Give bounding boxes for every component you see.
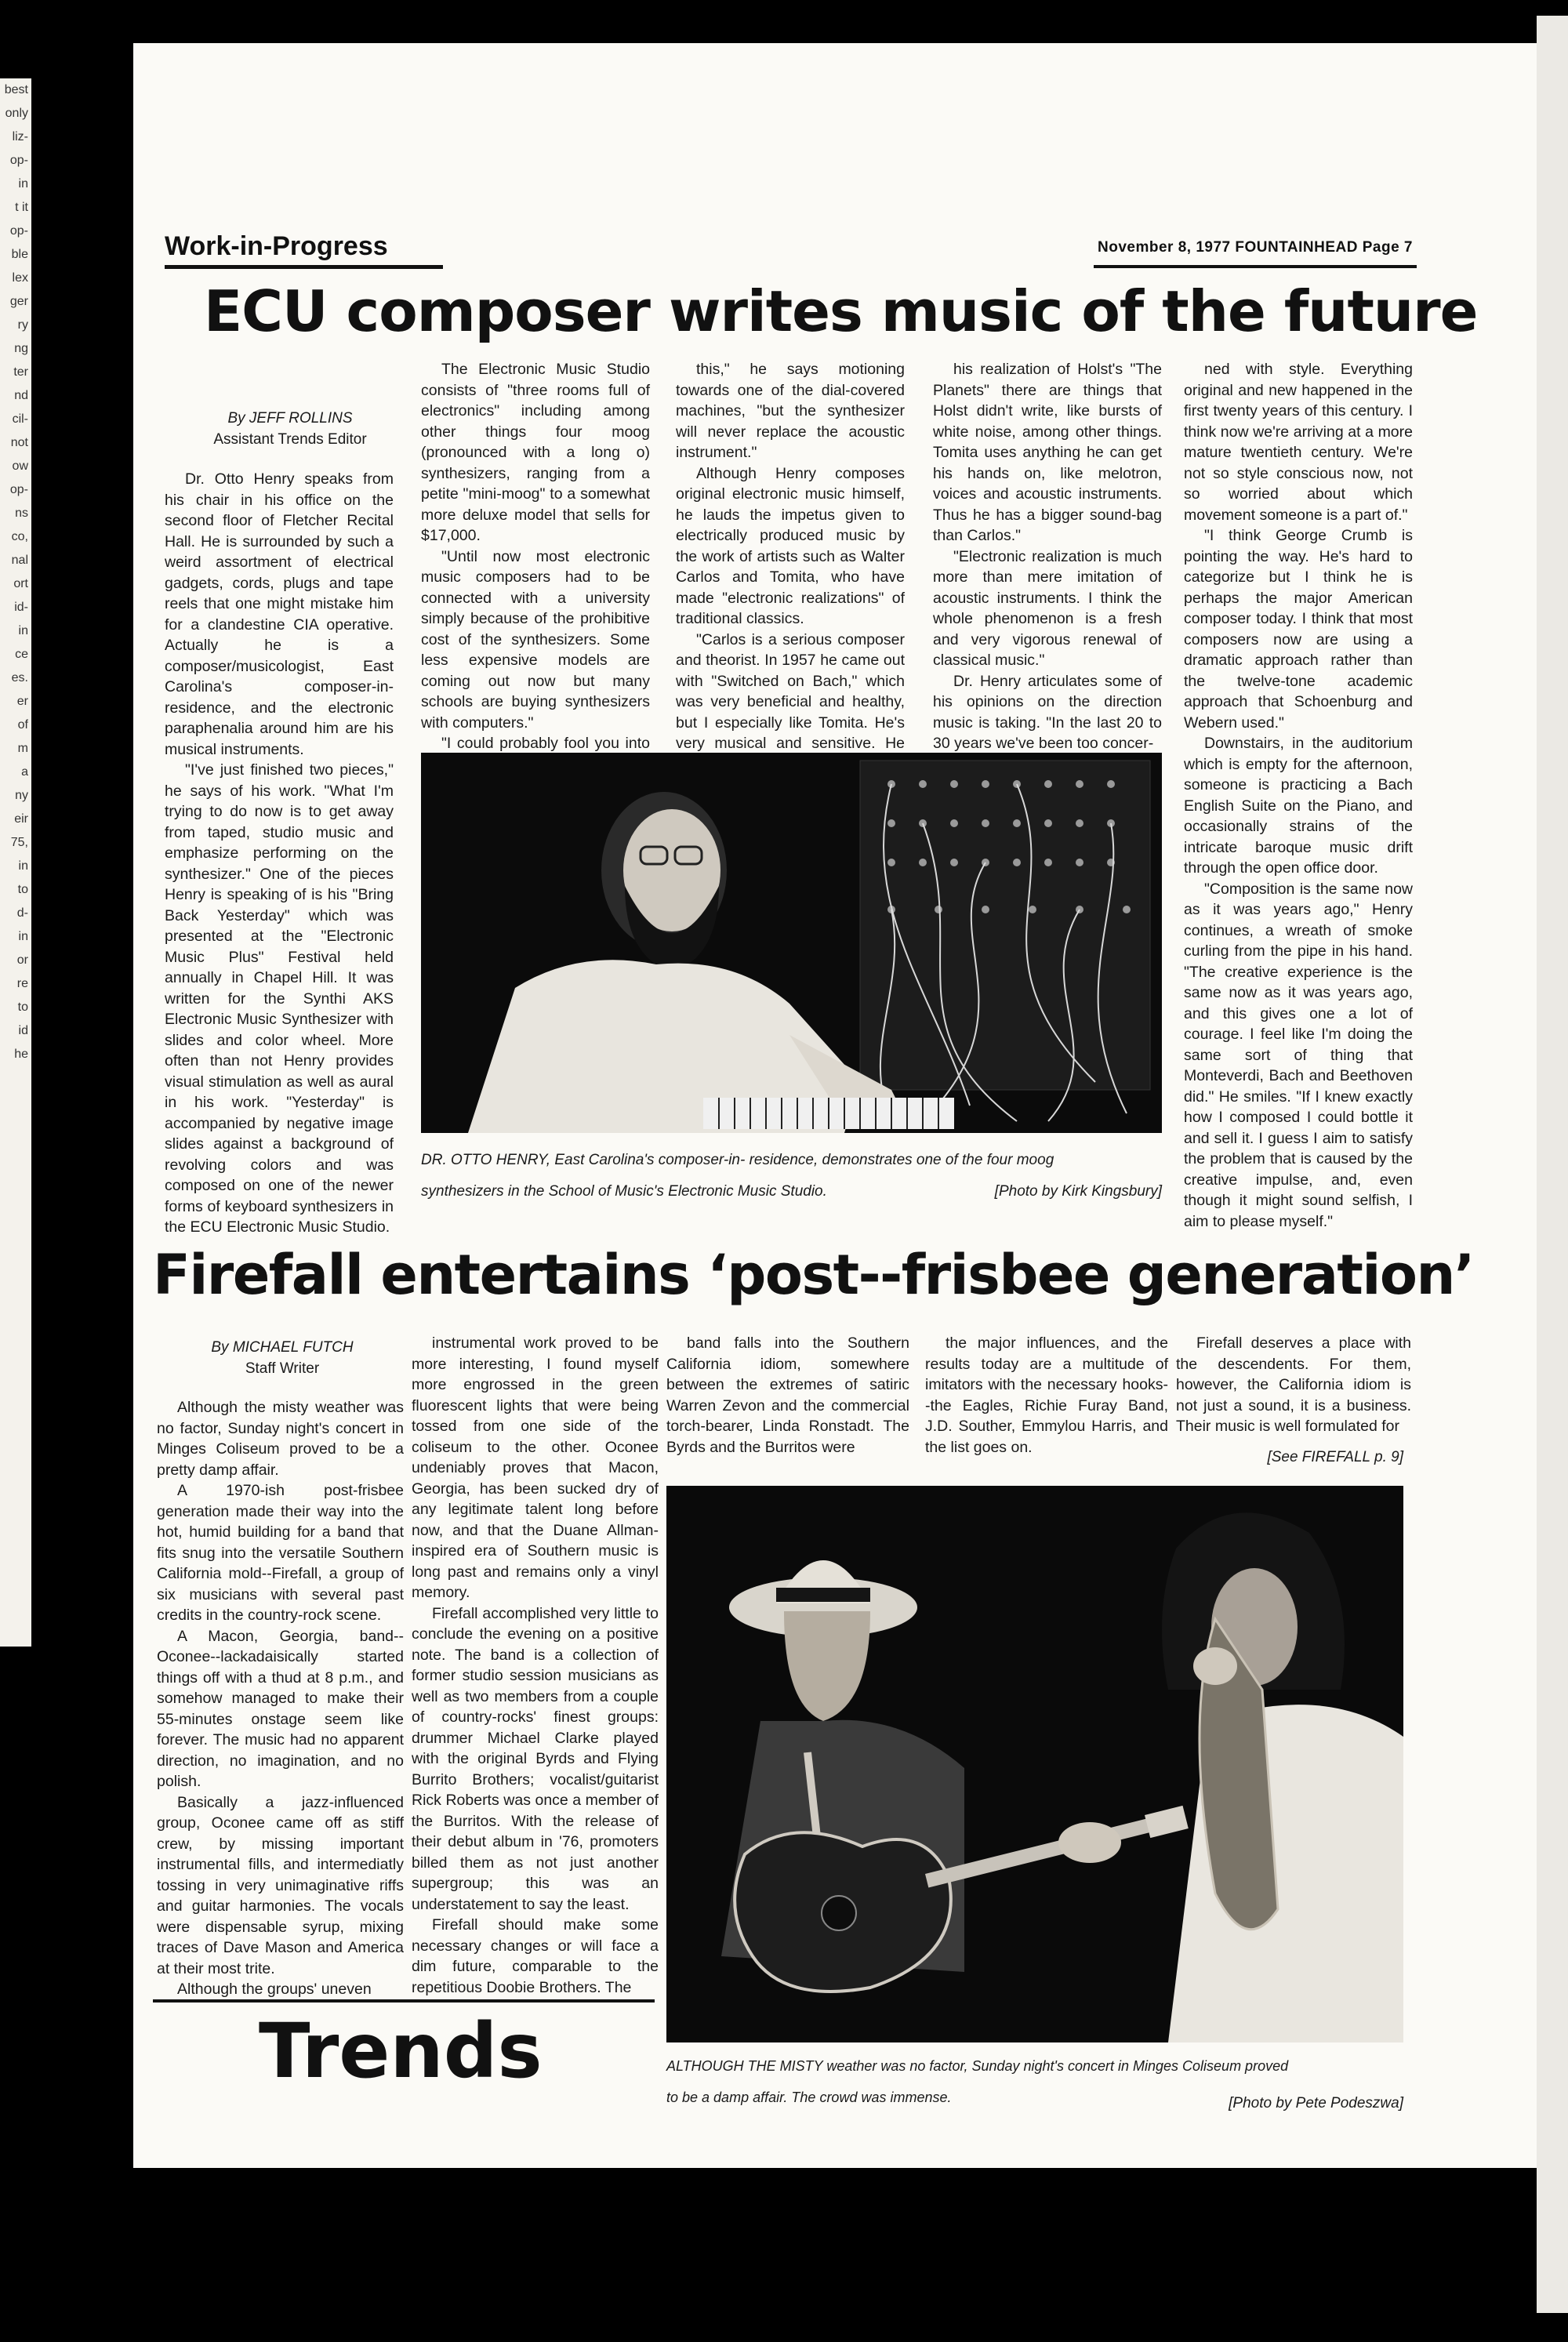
edge-fragment: ort <box>13 577 28 590</box>
story2-column-1 <box>157 1397 404 2021</box>
dateline-rule <box>1094 265 1417 268</box>
photo-firefall-concert <box>666 1486 1403 2042</box>
byline-title: Staff Writer <box>245 1360 320 1377</box>
paragraph: instrumental work proved to be more interesting, I found myself more engrossed in the green fluorescent lights that were being tossed from one side of the coliseum to the other. Oconee undeniably proves that Macon, Georgia, has been sucked dry of any legitimate talent long before now, and that the Duane Allman-inspired era of Southern music is long past and remains only a vinyl memory. <box>412 1334 659 1601</box>
byline-name: By JEFF ROLLINS <box>227 410 353 427</box>
paragraph: "I think George Crumb is pointing the way. He's hard to categorize but I think he is perhaps the major American composer today. I think that most composers now are using a dramatic approach rather than the twelve-tone academic approach that Schoenburg and Webern used." <box>1184 527 1413 732</box>
paragraph: A 1970-ish post-frisbee generation made their way into the hot, humid building for a band that fits snug into the versatile Southern California mold--Firefall, a group of six musicians with several past credits in the country-rock scene. <box>157 1482 404 1624</box>
paragraph: Although the misty weather was no factor, Sunday night's concert in Minges Coliseum proved to be a pretty damp affair. <box>157 1399 404 1479</box>
byline-title: Assistant Trends Editor <box>213 431 367 448</box>
paragraph: Although Henry composes original electronic music himself, he lauds the impetus given to electrically produced music by the work of artists such as Walter Carlos and Tomita, who have made "electronic realizations" of traditional classics. <box>676 464 905 627</box>
edge-fragment: op- <box>9 483 28 496</box>
story1-column-1 <box>165 469 394 1236</box>
edge-fragment: only <box>5 107 28 120</box>
story1-column-3 <box>676 359 905 752</box>
edge-fragment: ny <box>15 789 28 802</box>
edge-fragment: m <box>17 742 28 755</box>
paragraph: ned with style. Everything original and new happened in the first twenty years of this century. I think now we're arriving at a more mature twentieth century. We're not so style conscious now, not so worried about which movement someone is a part of." <box>1184 361 1413 524</box>
dateline: November 8, 1977 FOUNTAINHEAD Page 7 <box>1098 239 1413 256</box>
adjacent-page-edge <box>0 78 31 1647</box>
edge-fragment: ng <box>14 342 28 355</box>
paragraph: Basically a jazz-influenced group, Oconee came off as stiff crew, by missing important instrumental fills, and intermediatly tossing in very unimaginative riffs and guitar harmonies. The vocals were dispensable syrup, mixing traces of Dave Mason and America at their most trite. <box>157 1793 404 1977</box>
edge-fragment: cil- <box>12 412 28 426</box>
edge-fragment: co, <box>11 530 28 543</box>
section-footer-trends: Trends <box>259 2007 543 2095</box>
photo-illustration <box>666 1486 1403 2042</box>
section-label: Work-in-Progress <box>165 231 388 261</box>
edge-fragment: d- <box>16 906 28 920</box>
story2-column-3 <box>666 1333 909 1458</box>
paragraph: The Electronic Music Studio consists of "three rooms full of electronics" including among other things four moog (pronounced with a long o) synthesizers, ranging from a petite "mini-moog" to a somewhat more deluxe model that sells for $17,000. <box>421 361 650 544</box>
edge-fragment: to <box>17 883 28 896</box>
trends-rule <box>153 1999 655 2003</box>
edge-fragment: id- <box>14 601 28 614</box>
paragraph: Downstairs, in the auditorium which is empty for the afternoon, someone is practicing a Bach English Suite on the Piano, and occasionally strains of the intricate baroque music drift through the open office door. <box>1184 735 1413 877</box>
edge-fragment: es. <box>11 671 28 684</box>
caption-line-1: ALTHOUGH THE MISTY weather was no factor, Sunday night's concert in Minges Coliseum proved <box>666 2058 1289 2074</box>
edge-fragment: in <box>18 624 28 637</box>
paragraph: Firefall accomplished very little to conclude the evening on a positive note. The band is a collection of former studio session musicians as well as two members from a couple of country-rocks' finest groups: drummer Michael Clarke played with the original Byrds and Flying Burrito Brothers; vocalist/guitarist Rick Roberts was once a member of the Burritos. With the release of their debut album in '76, promoters billed them as not just another supergroup; this was an understatement to say the least. <box>412 1604 659 1913</box>
edge-fragment: he <box>14 1048 28 1061</box>
paragraph: this," he says motioning towards one of the dial-covered machines, "but the synthesizer will never replace the acoustic instrument." <box>676 361 905 461</box>
photo2-credit: [Photo by Pete Podeszwa] <box>1229 2095 1403 2111</box>
edge-fragment: ter <box>13 365 28 379</box>
paragraph: Firefall should make some necessary changes or will face a dim future, comparable to the repetitious Doobie Brothers. The <box>412 1916 659 1996</box>
edge-fragment: ow <box>12 459 28 473</box>
edge-fragment: id <box>18 1024 28 1037</box>
edge-fragment: not <box>10 436 28 449</box>
paragraph: "I've just finished two pieces," he says of his work. "What I'm trying to do now is to get away from taped, studio music and emphasize performing on the synthesizer." One of the pieces Henry is speaking of is his "Bring Back Yesterday" which was presented at the "Electronic Music Plus" Festival held annually in Chapel Hill. It was written for the Synthi AKS Electronic Music Synthesizer with slides and color wheel. More often than not Henry provides visual stimulation as well as aural in his work. "Yesterday" is accompanied by negative image slides against a background of revolving colors and was composed on one of the newer forms of keyboard synthesizers in the ECU Electronic Music Studio. <box>165 761 394 1236</box>
edge-fragment: ble <box>11 248 28 261</box>
paragraph: Although the groups' uneven <box>177 1981 372 1998</box>
edge-fragment: t it <box>15 201 28 214</box>
story1-headline: ECU composer writes music of the future <box>204 278 1478 344</box>
caption-line-2: to be a damp affair. The crowd was immense. <box>666 2090 952 2105</box>
story1-column-2 <box>421 359 650 752</box>
edge-fragment: liz- <box>12 130 28 143</box>
paragraph: Dr. Otto Henry speaks from his chair in his office on the second floor of Fletcher Recital Hall. He is surrounded by such a weird assortment of electrical gadgets, cords, plugs and tape reels that one might mistake him for a clandestine CIA operative. Actually he is a composer/musicologist, East Carolina's composer-in-residence, and the electronic paraphenalia around him are his musical instruments. <box>165 470 394 758</box>
photo-otto-henry-synthesizer <box>421 753 1162 1133</box>
paragraph: Dr. Henry articulates some of his opinions on the direction music is taking. "In the last 20 to 30 years we've been too concer- <box>933 672 1162 752</box>
edge-fragment: a <box>21 765 28 779</box>
paragraph: "Composition is the same now as it was years ago," Henry continues, a wreath of smoke curling from the pipe in his hand. "The creative experience is the same now as it was years ago, and this gives one a lot of courage. I feel like I'm doing the same sort of thing that Monteverdi, Bach and Beethoven did." He smiles. "If I knew exactly how I composed I could bottle it and sell it. I guess I aim to satisfy the problem that is caused by the creative impulse, and, even though it might sound selfish, I aim to please myself." <box>1184 880 1413 1230</box>
story2-column-4 <box>925 1333 1168 1458</box>
photo1-credit: [Photo by Kirk Kingsbury] <box>994 1183 1162 1200</box>
photo-illustration <box>421 753 1162 1133</box>
edge-fragment: nd <box>14 389 28 402</box>
edge-fragment: ger <box>9 295 28 308</box>
story2-column-5 <box>1176 1333 1411 1443</box>
edge-fragment: op- <box>9 224 28 238</box>
paragraph: "I could probably fool you into <box>441 735 650 752</box>
edge-fragment: in <box>18 930 28 943</box>
story1-column-4 <box>933 359 1162 752</box>
paragraph: the major influences, and the results today are a multitude of imitators with the necessary hooks--the Eagles, Richie Furay Band, J.D. Souther, Emmylou Harris, and the list goes on. <box>925 1334 1168 1456</box>
story2-byline <box>157 1337 408 1379</box>
edge-fragment: op- <box>9 154 28 167</box>
story1-byline <box>165 408 416 450</box>
right-page-strip <box>1537 16 1568 2313</box>
paragraph: "Until now most electronic music composers had to be connected with a university simply because of the prohibitive cost of the synthesizers. Some less expensive models are coming out now but many schools are buying synthesizers with computers." <box>421 547 650 732</box>
edge-fragment: ce <box>15 648 28 661</box>
edge-fragment: re <box>16 977 28 990</box>
edge-fragment: or <box>16 953 28 967</box>
edge-fragment: ns <box>15 507 28 520</box>
byline-name: By MICHAEL FUTCH <box>211 1339 354 1356</box>
story2-jump-line: [See FIREFALL p. 9] <box>1267 1449 1403 1465</box>
edge-fragment: in <box>18 859 28 873</box>
edge-fragment: 75, <box>10 836 28 849</box>
edge-fragment: in <box>18 177 28 191</box>
paragraph: Firefall deserves a place with the descendents. For them, however, the California idiom is not just a sound, it is a business. Their music is well formulated for <box>1176 1334 1411 1435</box>
edge-fragment: of <box>17 718 28 732</box>
paragraph: A Macon, Georgia, band--Oconee--lackadaisically started things off with a thud at 8 p.m., and somehow managed to make their 55-minutes onstage seem like forever. The music had no apparent direction, no imagination, and no polish. <box>157 1627 404 1790</box>
paragraph: band falls into the Southern California idiom, somewhere between the extremes of satiric Warren Zevon and the commercial torch-bearer, Linda Ronstadt. The Byrds and the Burritos were <box>666 1334 909 1456</box>
edge-fragment: to <box>17 1000 28 1014</box>
edge-fragment: ry <box>17 318 28 332</box>
story2-headline: Firefall entertains ‘post--frisbee generation’ <box>153 1243 1474 1307</box>
edge-fragment: lex <box>12 271 28 285</box>
story2-column-2 <box>412 1333 659 1996</box>
paragraph: "Electronic realization is much more than mere imitation of acoustic instruments. I think the whole phenomenon is a fresh and very vigorous renewal of classical music." <box>933 547 1162 669</box>
paragraph: "Carlos is a serious composer and theorist. In 1957 he came out with "Switched on Bach," which was very beneficial and healthy, but I especially like Tomita. He's very musical and sensitive. He <box>676 630 905 752</box>
caption-line-2: synthesizers in the School of Music's Electronic Music Studio. <box>421 1183 827 1200</box>
edge-fragment: er <box>16 695 28 708</box>
section-rule <box>165 265 443 269</box>
photo1-caption <box>421 1145 1162 1207</box>
caption-line-2-row <box>421 1176 1162 1207</box>
paragraph: his realization of Holst's "The Planets" there are things that Holst didn't write, like bursts of white noise, among other things. Tomita uses anything he can get his hands on, like melotron, voices and acoustic instruments. Thus he has a bigger sound-bag than Carlos." <box>933 361 1162 544</box>
story1-column-5 <box>1184 359 1413 1230</box>
caption-line-1: DR. OTTO HENRY, East Carolina's composer-in- residence, demonstrates one of the four moog <box>421 1152 1054 1168</box>
edge-fragment: eir <box>14 812 28 826</box>
edge-fragment: best <box>4 83 28 96</box>
edge-fragment: nal <box>11 554 28 567</box>
